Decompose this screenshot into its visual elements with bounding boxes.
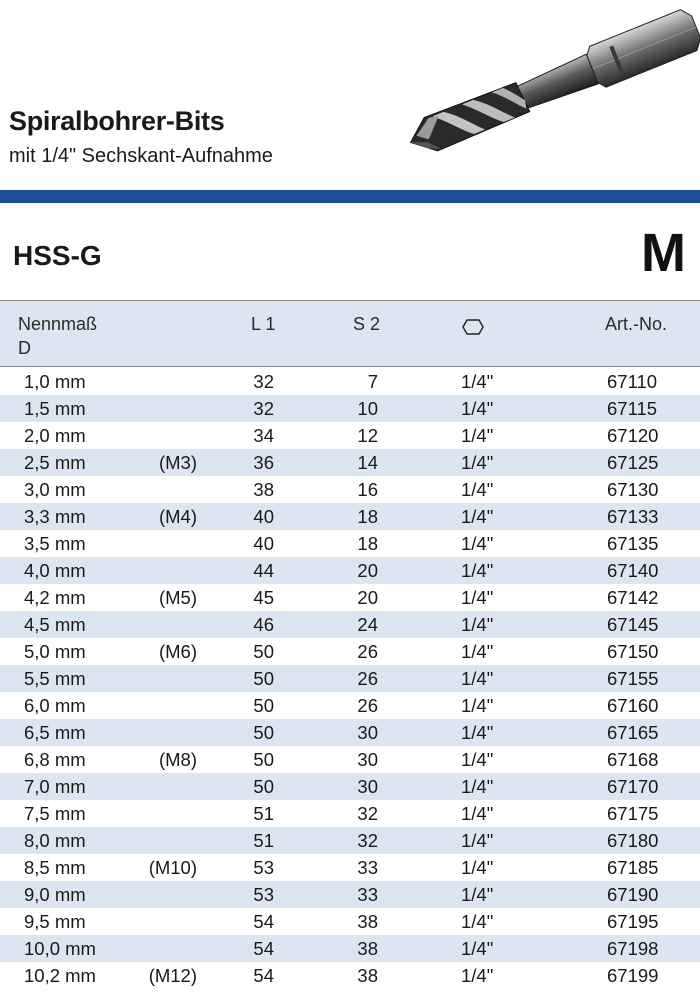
table-row: [0, 449, 700, 476]
cell-diameter: 5,0 mm: [24, 641, 86, 662]
header-nennmass-label: Nennmaß: [18, 314, 98, 334]
cell-l1: 44: [253, 560, 274, 581]
cell-diameter: 4,2 mm: [24, 587, 86, 608]
cell-hex-shank: 1/4": [461, 560, 494, 581]
cell-s2: 32: [357, 830, 378, 851]
cell-diameter: 3,0 mm: [24, 479, 86, 500]
cell-hex-shank: 1/4": [461, 425, 494, 446]
cell-thread-size: (M4): [158, 506, 197, 527]
cell-l1: 38: [253, 479, 274, 500]
cell-article-number: 67155: [607, 668, 659, 689]
table-row: [0, 800, 700, 827]
table-row: [0, 638, 700, 665]
cell-hex-shank: 1/4": [461, 911, 494, 932]
cell-s2: 16: [357, 479, 378, 500]
cell-s2: 10: [357, 398, 378, 419]
cell-article-number: 67165: [607, 722, 659, 743]
cell-l1: 51: [253, 830, 274, 851]
table-row: [0, 827, 700, 854]
cell-s2: 38: [357, 911, 378, 932]
cell-s2: 20: [357, 587, 378, 608]
table-row: [0, 854, 700, 881]
cell-l1: 51: [253, 803, 274, 824]
cell-hex-shank: 1/4": [461, 533, 494, 554]
cell-l1: 54: [253, 938, 274, 959]
cell-diameter: 7,0 mm: [24, 776, 86, 797]
cell-thread-size: (M10): [148, 857, 197, 878]
cell-l1: 40: [253, 506, 274, 527]
cell-l1: 46: [253, 614, 274, 635]
cell-hex-shank: 1/4": [461, 668, 494, 689]
product-subtitle: mit 1/4" Sechskant-Aufnahme: [9, 145, 273, 167]
cell-hex-shank: 1/4": [461, 398, 494, 419]
cell-l1: 50: [253, 695, 274, 716]
cell-article-number: 67175: [607, 803, 659, 824]
cell-hex-shank: 1/4": [461, 830, 494, 851]
table-row: [0, 530, 700, 557]
cell-hex-shank: 1/4": [461, 587, 494, 608]
cell-hex-shank: 1/4": [461, 641, 494, 662]
cell-s2: 18: [357, 506, 378, 527]
cell-l1: 36: [253, 452, 274, 473]
cell-thread-size: (M5): [158, 587, 197, 608]
table-row: [0, 395, 700, 422]
cell-s2: 24: [357, 614, 378, 635]
cell-l1: 40: [253, 533, 274, 554]
cell-article-number: 67130: [607, 479, 659, 500]
cell-article-number: 67133: [607, 506, 659, 527]
table-row: [0, 692, 700, 719]
cell-article-number: 67135: [607, 533, 659, 554]
cell-hex-shank: 1/4": [461, 776, 494, 797]
cell-s2: 38: [357, 938, 378, 959]
table-row: [0, 773, 700, 800]
cell-article-number: 67125: [607, 452, 659, 473]
cell-diameter: 6,0 mm: [24, 695, 86, 716]
table-row: [0, 476, 700, 503]
cell-s2: 30: [357, 722, 378, 743]
accent-divider: [0, 190, 700, 203]
cell-article-number: 67170: [607, 776, 659, 797]
cell-hex-shank: 1/4": [461, 884, 494, 905]
cell-hex-shank: 1/4": [461, 722, 494, 743]
cell-l1: 34: [253, 425, 274, 446]
cell-diameter: 2,0 mm: [24, 425, 86, 446]
table-row: [0, 719, 700, 746]
cell-l1: 50: [253, 668, 274, 689]
drill-bit-image: [370, 0, 700, 180]
table-row: [0, 746, 700, 773]
cell-article-number: 67160: [607, 695, 659, 716]
cell-hex-shank: 1/4": [461, 857, 494, 878]
cell-s2: 18: [357, 533, 378, 554]
table-row: [0, 935, 700, 962]
cell-hex-shank: 1/4": [461, 506, 494, 527]
cell-l1: 50: [253, 641, 274, 662]
cell-hex-shank: 1/4": [461, 749, 494, 770]
cell-diameter: 8,5 mm: [24, 857, 86, 878]
cell-article-number: 67110: [607, 371, 658, 392]
table-row: [0, 422, 700, 449]
cell-thread-size: (M12): [148, 965, 197, 986]
cell-hex-shank: 1/4": [461, 614, 494, 635]
cell-article-number: 67195: [607, 911, 659, 932]
cell-l1: 32: [253, 371, 274, 392]
cell-article-number: 67190: [607, 884, 659, 905]
cell-diameter: 4,0 mm: [24, 560, 86, 581]
cell-l1: 32: [253, 398, 274, 419]
cell-hex-shank: 1/4": [461, 938, 494, 959]
cell-s2: 12: [357, 425, 378, 446]
cell-s2: 30: [357, 749, 378, 770]
cell-article-number: 67115: [607, 398, 658, 419]
cell-diameter: 2,5 mm: [24, 452, 86, 473]
cell-article-number: 67199: [607, 965, 659, 986]
cell-article-number: 67198: [607, 938, 659, 959]
cell-l1: 54: [253, 965, 274, 986]
table-row: [0, 503, 700, 530]
product-table-body: [0, 368, 700, 989]
table-row: [0, 557, 700, 584]
product-title: Spiralbohrer-Bits: [9, 106, 225, 136]
cell-diameter: 7,5 mm: [24, 803, 86, 824]
cell-l1: 50: [253, 722, 274, 743]
table-row: [0, 881, 700, 908]
cell-article-number: 67145: [607, 614, 659, 635]
cell-article-number: 67150: [607, 641, 659, 662]
header-d-label: D: [18, 338, 31, 358]
header-l1: L 1: [251, 314, 276, 334]
cell-s2: 26: [357, 641, 378, 662]
cell-diameter: 10,2 mm: [24, 965, 96, 986]
table-row: [0, 665, 700, 692]
cell-article-number: 67120: [607, 425, 659, 446]
cell-article-number: 67140: [607, 560, 659, 581]
cell-diameter: 3,5 mm: [24, 533, 86, 554]
cell-diameter: 6,8 mm: [24, 749, 86, 770]
cell-diameter: 1,5 mm: [24, 398, 86, 419]
cell-thread-size: (M6): [158, 641, 197, 662]
cell-article-number: 67180: [607, 830, 659, 851]
cell-l1: 53: [253, 857, 274, 878]
cell-hex-shank: 1/4": [461, 371, 494, 392]
cell-l1: 53: [253, 884, 274, 905]
cell-diameter: 9,0 mm: [24, 884, 86, 905]
table-row: [0, 908, 700, 935]
cell-article-number: 67168: [607, 749, 659, 770]
cell-l1: 50: [253, 776, 274, 797]
cell-hex-shank: 1/4": [461, 479, 494, 500]
cell-s2: 33: [357, 884, 378, 905]
cell-diameter: 8,0 mm: [24, 830, 86, 851]
cell-s2: 33: [357, 857, 378, 878]
cell-l1: 50: [253, 749, 274, 770]
cell-s2: 7: [367, 371, 378, 392]
cell-diameter: 1,0 mm: [24, 371, 86, 392]
cell-thread-size: (M3): [158, 452, 197, 473]
table-row: [0, 584, 700, 611]
cell-diameter: 9,5 mm: [24, 911, 86, 932]
cell-s2: 38: [357, 965, 378, 986]
cell-article-number: 67185: [607, 857, 659, 878]
category-badge: M: [641, 223, 686, 283]
cell-l1: 45: [253, 587, 274, 608]
cell-thread-size: (M8): [158, 749, 197, 770]
header-nennmass: [18, 312, 97, 360]
cell-l1: 54: [253, 911, 274, 932]
table-row: [0, 368, 700, 395]
cell-diameter: 10,0 mm: [24, 938, 96, 959]
header-s2: S 2: [353, 314, 381, 334]
hexagon-icon: [462, 317, 484, 341]
cell-s2: 30: [357, 776, 378, 797]
cell-s2: 26: [357, 668, 378, 689]
cell-article-number: 67142: [607, 587, 659, 608]
table-row: [0, 962, 700, 989]
table-header: [0, 300, 700, 367]
cell-s2: 20: [357, 560, 378, 581]
cell-hex-shank: 1/4": [461, 965, 494, 986]
cell-hex-shank: 1/4": [461, 452, 494, 473]
material-label: HSS-G: [13, 240, 102, 271]
cell-diameter: 6,5 mm: [24, 722, 86, 743]
cell-hex-shank: 1/4": [461, 803, 494, 824]
table-row: [0, 611, 700, 638]
cell-diameter: 5,5 mm: [24, 668, 86, 689]
cell-s2: 32: [357, 803, 378, 824]
cell-hex-shank: 1/4": [461, 695, 494, 716]
cell-s2: 26: [357, 695, 378, 716]
header-art-no: Art.-No.: [605, 314, 668, 334]
cell-diameter: 4,5 mm: [24, 614, 86, 635]
cell-s2: 14: [357, 452, 378, 473]
cell-diameter: 3,3 mm: [24, 506, 86, 527]
